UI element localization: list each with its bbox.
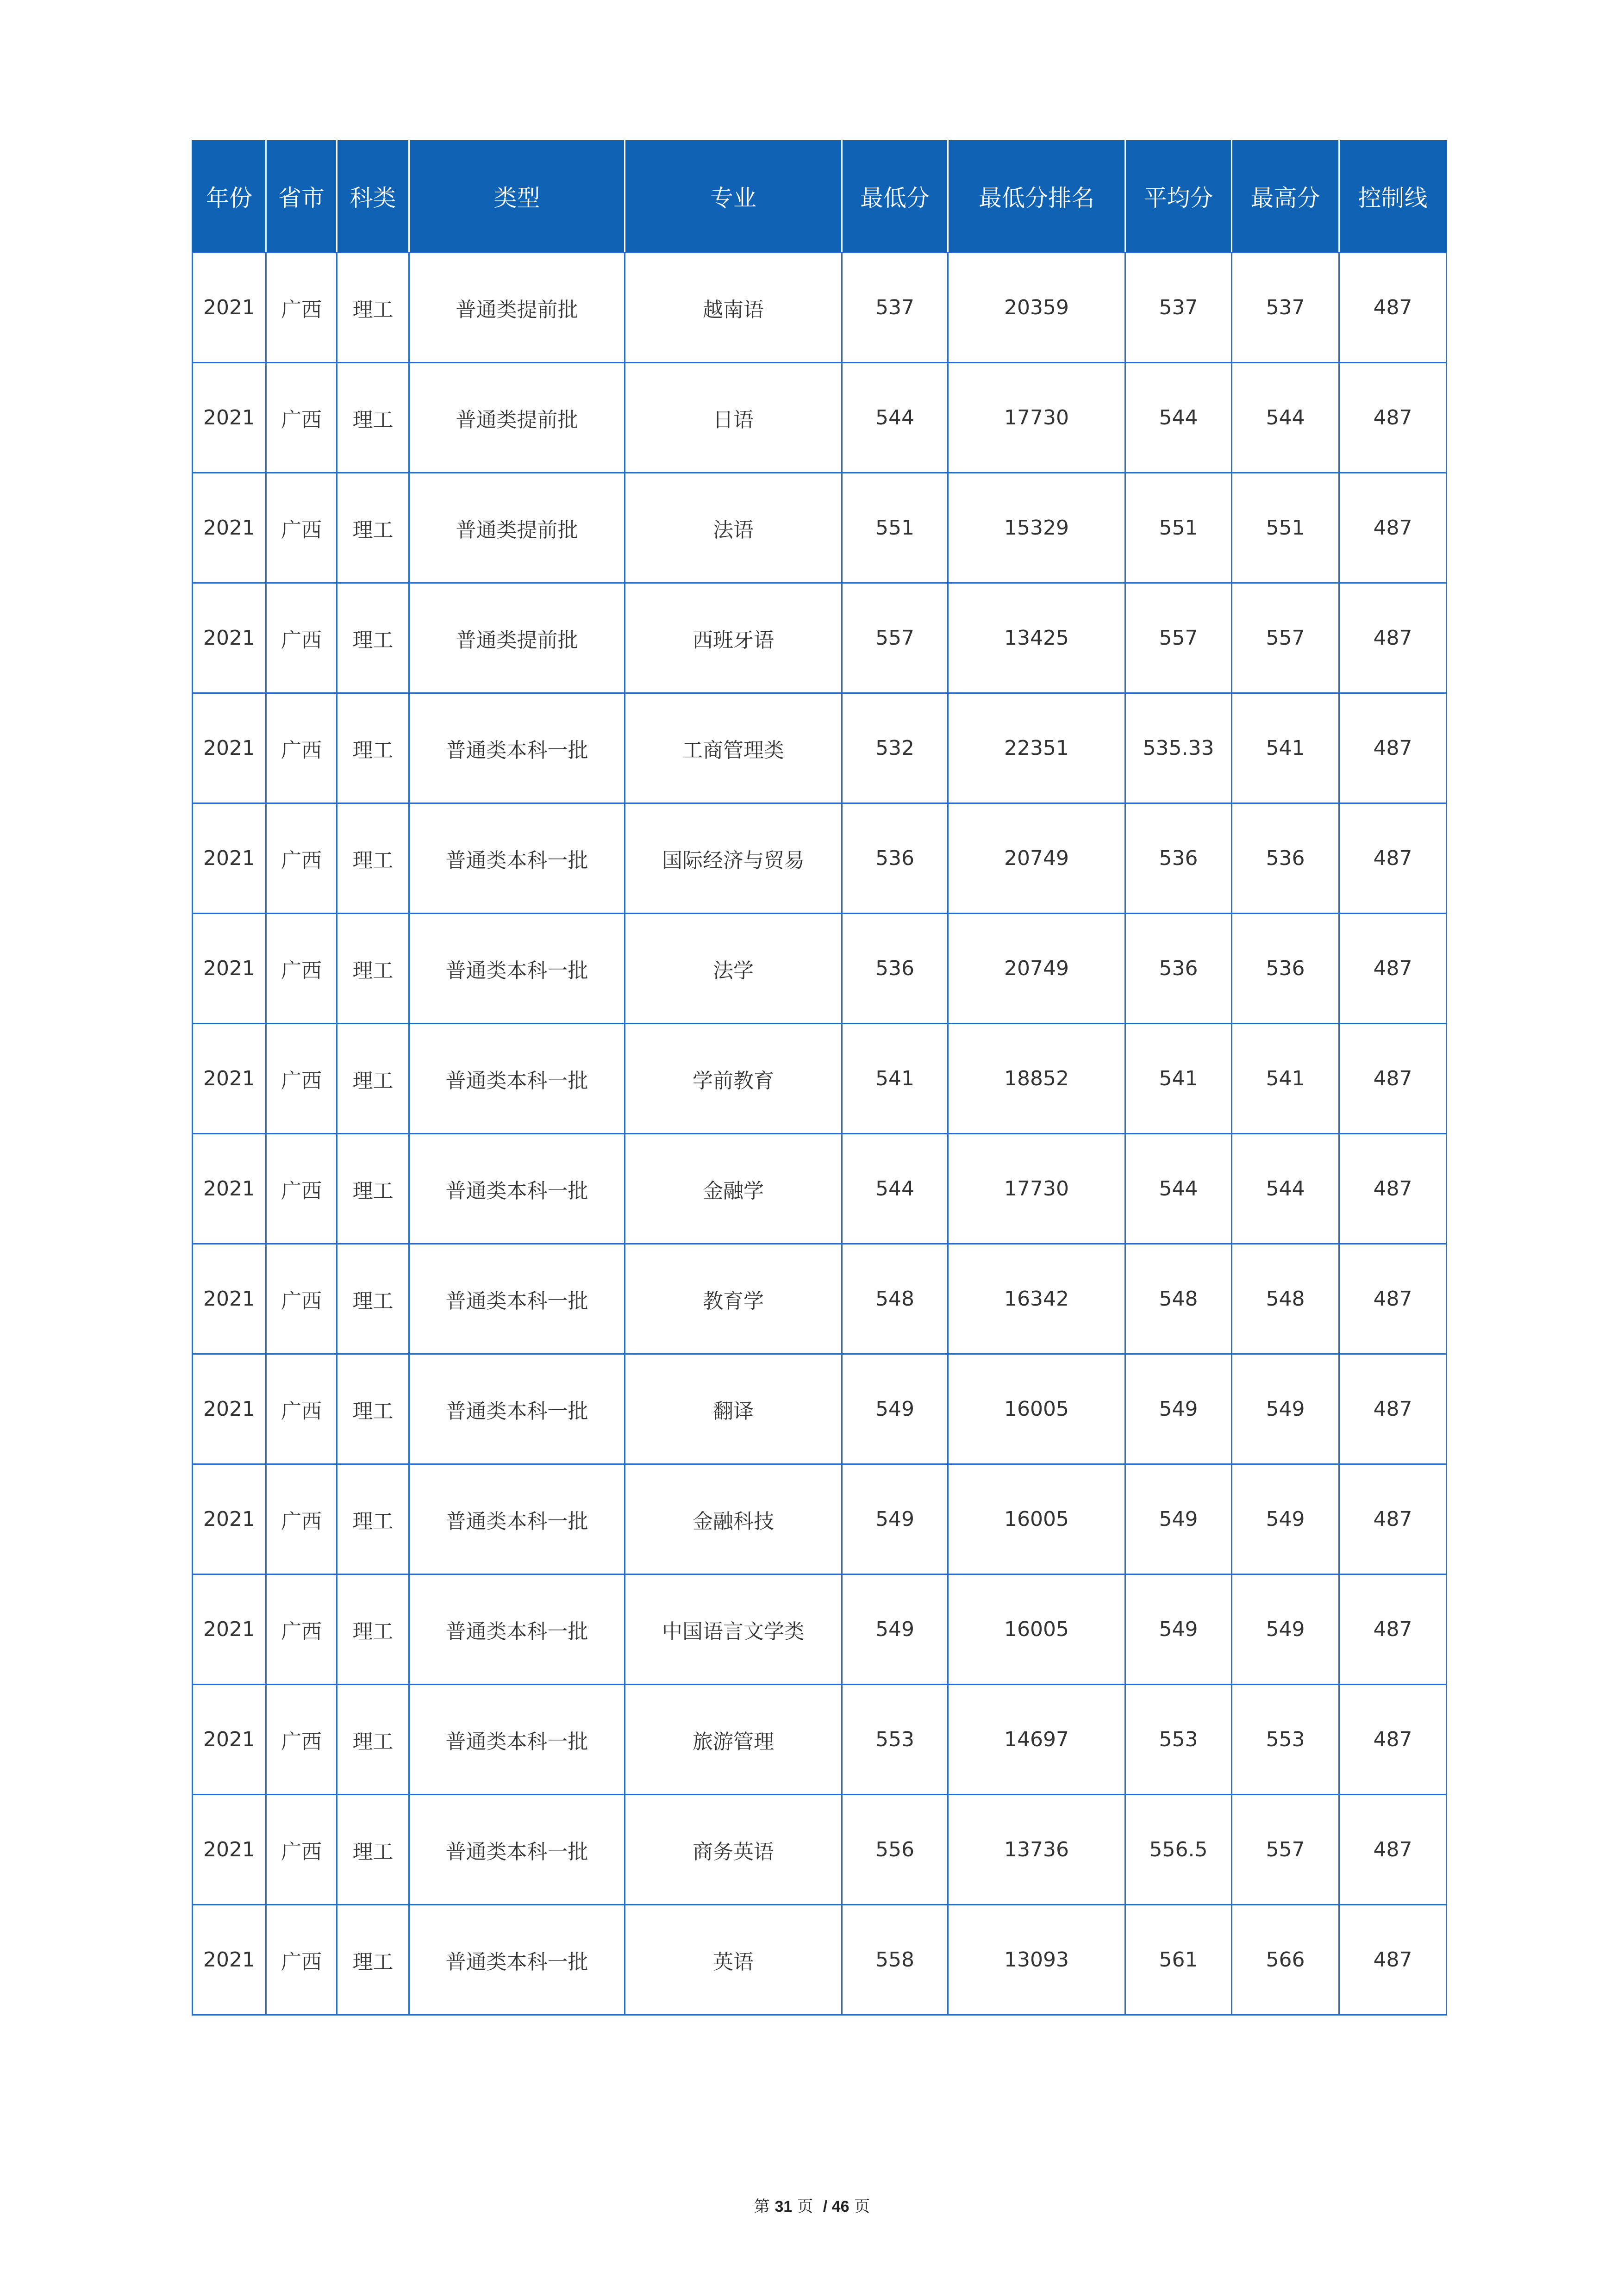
table-cell: 广西 (266, 1685, 337, 1795)
table-cell: 理工 (337, 1464, 409, 1574)
table-cell: 理工 (337, 1244, 409, 1354)
table-cell: 教育学 (625, 1244, 842, 1354)
table-cell: 2021 (193, 914, 266, 1024)
table-cell: 557 (1125, 583, 1232, 693)
table-cell: 544 (842, 1134, 948, 1244)
table-cell: 561 (1125, 1905, 1232, 2015)
table-cell: 2021 (193, 1795, 266, 1905)
table-cell: 理工 (337, 583, 409, 693)
table-cell: 487 (1339, 253, 1447, 363)
table-row (193, 1795, 1447, 1905)
column-header: 省市 (266, 140, 337, 253)
table-cell: 广西 (266, 1464, 337, 1574)
table-cell: 旅游管理 (625, 1685, 842, 1795)
table-cell: 理工 (337, 1685, 409, 1795)
table-cell: 广西 (266, 1244, 337, 1354)
table-cell: 普通类提前批 (409, 363, 625, 473)
table-cell: 普通类本科一批 (409, 1244, 625, 1354)
table-cell: 广西 (266, 473, 337, 583)
table-cell: 20749 (948, 803, 1125, 914)
table-cell: 广西 (266, 1024, 337, 1134)
table-cell: 553 (1232, 1685, 1339, 1795)
table-cell: 日语 (625, 363, 842, 473)
table-cell: 16005 (948, 1574, 1125, 1685)
table-cell: 理工 (337, 1905, 409, 2015)
table-row (193, 1905, 1447, 2015)
table-cell: 广西 (266, 803, 337, 914)
table-row (193, 1134, 1447, 1244)
table-cell: 13736 (948, 1795, 1125, 1905)
table-cell: 2021 (193, 1024, 266, 1134)
table-cell: 541 (842, 1024, 948, 1134)
table-cell: 549 (1232, 1574, 1339, 1685)
table-cell: 普通类本科一批 (409, 1354, 625, 1464)
total-pages: / 46 (823, 2198, 849, 2215)
table-row (193, 253, 1447, 363)
table-cell: 普通类本科一批 (409, 1464, 625, 1574)
table-cell: 487 (1339, 363, 1447, 473)
table-cell: 16342 (948, 1244, 1125, 1354)
table-cell: 2021 (193, 693, 266, 803)
table-cell: 487 (1339, 1574, 1447, 1685)
table-cell: 17730 (948, 363, 1125, 473)
table-cell: 544 (1232, 1134, 1339, 1244)
table-cell: 西班牙语 (625, 583, 842, 693)
table-cell: 金融科技 (625, 1464, 842, 1574)
table-cell: 2021 (193, 363, 266, 473)
table-row (193, 363, 1447, 473)
table-cell: 536 (842, 914, 948, 1024)
table-cell: 558 (842, 1905, 948, 2015)
table-cell: 普通类提前批 (409, 583, 625, 693)
column-header: 最高分 (1232, 140, 1339, 253)
page-footer (0, 2194, 1624, 2216)
table-cell: 557 (1232, 1795, 1339, 1905)
table-cell: 2021 (193, 1244, 266, 1354)
table-cell: 556 (842, 1795, 948, 1905)
table-cell: 中国语言文学类 (625, 1574, 842, 1685)
column-header: 科类 (337, 140, 409, 253)
table-cell: 22351 (948, 693, 1125, 803)
table-cell: 551 (1232, 473, 1339, 583)
table-cell: 2021 (193, 1354, 266, 1464)
table-cell: 13093 (948, 1905, 1125, 2015)
current-page-number: 31 (775, 2198, 793, 2215)
table-cell: 487 (1339, 473, 1447, 583)
table-cell: 536 (1232, 914, 1339, 1024)
table-cell: 566 (1232, 1905, 1339, 2015)
admission-scores-table (192, 140, 1447, 2016)
table-cell: 487 (1339, 803, 1447, 914)
column-header: 专业 (625, 140, 842, 253)
table-cell: 普通类本科一批 (409, 803, 625, 914)
column-header: 控制线 (1339, 140, 1447, 253)
table-cell: 536 (1125, 914, 1232, 1024)
table-cell: 18852 (948, 1024, 1125, 1134)
table-row (193, 1574, 1447, 1685)
table-cell: 537 (1232, 253, 1339, 363)
table-cell: 536 (842, 803, 948, 914)
table-cell: 487 (1339, 1354, 1447, 1464)
table-cell: 2021 (193, 253, 266, 363)
table-cell: 广西 (266, 1905, 337, 2015)
table-cell: 英语 (625, 1905, 842, 2015)
table-cell: 17730 (948, 1134, 1125, 1244)
table-cell: 越南语 (625, 253, 842, 363)
table-row (193, 914, 1447, 1024)
table-cell: 536 (1232, 803, 1339, 914)
table-cell: 2021 (193, 583, 266, 693)
table-cell: 商务英语 (625, 1795, 842, 1905)
table-cell: 理工 (337, 1574, 409, 1685)
table-cell: 2021 (193, 1574, 266, 1685)
table-cell: 学前教育 (625, 1024, 842, 1134)
table-cell: 广西 (266, 1134, 337, 1244)
table-cell: 普通类本科一批 (409, 1795, 625, 1905)
table-cell: 487 (1339, 583, 1447, 693)
table-cell: 487 (1339, 1685, 1447, 1795)
footer-prefix: 第 (754, 2197, 770, 2216)
table-row (193, 1464, 1447, 1574)
table-cell: 法学 (625, 914, 842, 1024)
table-cell: 理工 (337, 693, 409, 803)
table-cell: 普通类本科一批 (409, 1905, 625, 2015)
table-cell: 548 (842, 1244, 948, 1354)
table-cell: 541 (1232, 693, 1339, 803)
table-cell: 556.5 (1125, 1795, 1232, 1905)
table-cell: 20749 (948, 914, 1125, 1024)
column-header: 平均分 (1125, 140, 1232, 253)
table-row (193, 1024, 1447, 1134)
table-cell: 广西 (266, 1354, 337, 1464)
table-cell: 2021 (193, 1905, 266, 2015)
table-cell: 20359 (948, 253, 1125, 363)
table-cell: 535.33 (1125, 693, 1232, 803)
table-cell: 理工 (337, 253, 409, 363)
table-cell: 普通类本科一批 (409, 1024, 625, 1134)
column-header: 类型 (409, 140, 625, 253)
table-cell: 536 (1125, 803, 1232, 914)
table-cell: 549 (842, 1574, 948, 1685)
table-cell: 广西 (266, 693, 337, 803)
table-cell: 14697 (948, 1685, 1125, 1795)
table-cell: 广西 (266, 363, 337, 473)
table-cell: 法语 (625, 473, 842, 583)
table-row (193, 803, 1447, 914)
table-cell: 557 (842, 583, 948, 693)
table-cell: 2021 (193, 803, 266, 914)
table-row (193, 1685, 1447, 1795)
table-cell: 理工 (337, 1354, 409, 1464)
table-cell: 537 (842, 253, 948, 363)
table-cell: 理工 (337, 1795, 409, 1905)
table-cell: 2021 (193, 1685, 266, 1795)
column-header: 最低分排名 (948, 140, 1125, 253)
column-header: 最低分 (842, 140, 948, 253)
table-cell: 487 (1339, 1905, 1447, 2015)
table-cell: 2021 (193, 1464, 266, 1574)
table-row (193, 583, 1447, 693)
table-cell: 普通类提前批 (409, 473, 625, 583)
table-cell: 544 (1125, 1134, 1232, 1244)
table-cell: 普通类提前批 (409, 253, 625, 363)
table-cell: 翻译 (625, 1354, 842, 1464)
table-cell: 国际经济与贸易 (625, 803, 842, 914)
table-cell: 537 (1125, 253, 1232, 363)
table-cell: 541 (1125, 1024, 1232, 1134)
column-header: 年份 (193, 140, 266, 253)
table-cell: 金融学 (625, 1134, 842, 1244)
table-cell: 487 (1339, 1464, 1447, 1574)
table-cell: 理工 (337, 363, 409, 473)
table-cell: 广西 (266, 914, 337, 1024)
table-row (193, 693, 1447, 803)
table-cell: 广西 (266, 1574, 337, 1685)
table-cell: 487 (1339, 914, 1447, 1024)
table-cell: 557 (1232, 583, 1339, 693)
table-row (193, 1354, 1447, 1464)
footer-suffix: 页 (854, 2197, 870, 2216)
table-cell: 548 (1232, 1244, 1339, 1354)
table-cell: 普通类本科一批 (409, 1574, 625, 1685)
table-cell: 工商管理类 (625, 693, 842, 803)
table-cell: 487 (1339, 1134, 1447, 1244)
table-cell: 2021 (193, 473, 266, 583)
table-cell: 553 (1125, 1685, 1232, 1795)
table-cell: 551 (842, 473, 948, 583)
table-cell: 理工 (337, 473, 409, 583)
table-cell: 487 (1339, 1024, 1447, 1134)
table-cell: 理工 (337, 803, 409, 914)
table-cell: 2021 (193, 1134, 266, 1244)
table-cell: 549 (1232, 1354, 1339, 1464)
table-cell: 551 (1125, 473, 1232, 583)
table-cell: 普通类本科一批 (409, 693, 625, 803)
table-cell: 549 (1232, 1464, 1339, 1574)
table-cell: 532 (842, 693, 948, 803)
table-cell: 544 (1232, 363, 1339, 473)
table-cell: 普通类本科一批 (409, 1685, 625, 1795)
table-cell: 广西 (266, 583, 337, 693)
table-cell: 541 (1232, 1024, 1339, 1134)
table-cell: 544 (842, 363, 948, 473)
table-cell: 理工 (337, 914, 409, 1024)
table-cell: 13425 (948, 583, 1125, 693)
table-cell: 548 (1125, 1244, 1232, 1354)
table-cell: 544 (1125, 363, 1232, 473)
table-cell: 487 (1339, 1795, 1447, 1905)
table-cell: 549 (1125, 1354, 1232, 1464)
table-cell: 487 (1339, 1244, 1447, 1354)
table-cell: 487 (1339, 693, 1447, 803)
table-cell: 普通类本科一批 (409, 914, 625, 1024)
table-cell: 549 (1125, 1464, 1232, 1574)
table-cell: 16005 (948, 1354, 1125, 1464)
table-cell: 15329 (948, 473, 1125, 583)
table-header-row (193, 140, 1447, 253)
table-cell: 549 (1125, 1574, 1232, 1685)
table-cell: 普通类本科一批 (409, 1134, 625, 1244)
table-row (193, 1244, 1447, 1354)
table-cell: 549 (842, 1354, 948, 1464)
table-cell: 广西 (266, 1795, 337, 1905)
table-cell: 16005 (948, 1464, 1125, 1574)
table-cell: 553 (842, 1685, 948, 1795)
table-row (193, 473, 1447, 583)
table-cell: 理工 (337, 1134, 409, 1244)
table-cell: 理工 (337, 1024, 409, 1134)
table-cell: 549 (842, 1464, 948, 1574)
footer-page-label: 页 (797, 2197, 813, 2216)
table-cell: 广西 (266, 253, 337, 363)
